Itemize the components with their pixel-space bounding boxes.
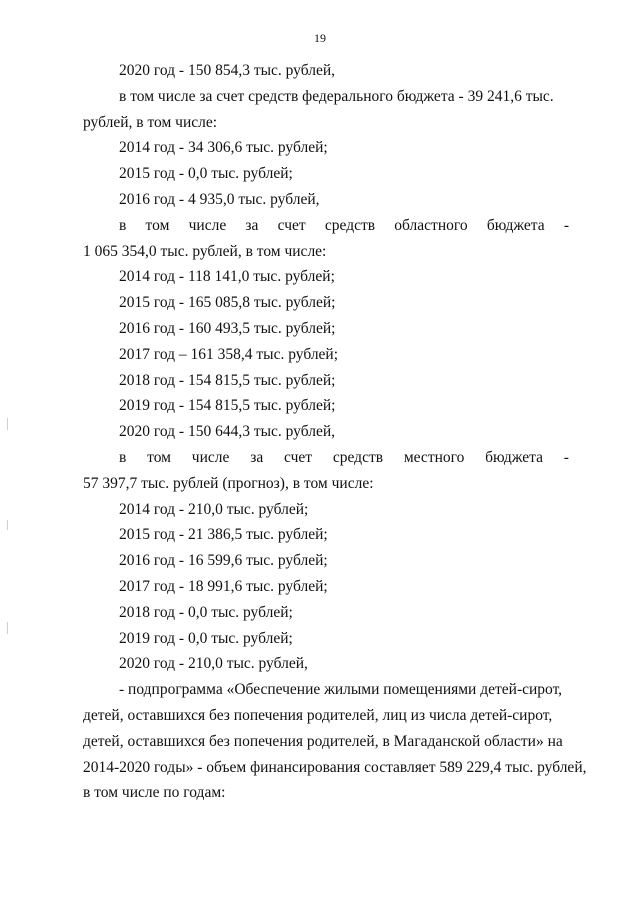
word: средств [332, 448, 384, 466]
text-line: 2016 год - 160 493,5 тыс. рублей; [119, 319, 336, 337]
text-line: 2019 год - 154 815,5 тыс. рублей; [119, 397, 336, 415]
regional-budget-line [83, 213, 569, 239]
text-line: 2014 год - 118 141,0 тыс. рублей; [119, 268, 335, 286]
text-line: 2015 год - 0,0 тыс. рублей; [119, 165, 293, 183]
text-line: 2018 год - 0,0 тыс. рублей; [119, 603, 293, 621]
text-line: 2020 год - 210,0 тыс. рублей, [119, 655, 308, 673]
text-line: 2018 год - 154 815,5 тыс. рублей; [119, 371, 336, 389]
text-line: 1 065 354,0 тыс. рублей, в том числе: [83, 242, 327, 260]
text-line: 2020 год - 150 644,3 тыс. рублей, [119, 423, 336, 441]
margin-mark [7, 520, 8, 530]
word: за [245, 216, 259, 234]
text-line: 2015 год - 165 085,8 тыс. рублей; [119, 294, 336, 312]
text-line: 2017 год – 161 358,4 тыс. рублей; [119, 345, 339, 363]
margin-mark [7, 418, 8, 430]
text-line: 2017 год - 18 991,6 тыс. рублей; [119, 577, 328, 595]
text-line: 2016 год - 4 935,0 тыс. рублей, [119, 190, 320, 208]
word: бюджета [485, 448, 543, 466]
text-line: 2019 год - 0,0 тыс. рублей; [119, 629, 293, 647]
word: средств [324, 216, 376, 234]
text-line: 2014 год - 210,0 тыс. рублей; [119, 500, 309, 518]
word: в [119, 216, 127, 234]
word: том [147, 448, 171, 466]
text-line: детей, оставшихся без попечения родителей, в Магаданской области» на [83, 732, 563, 750]
text-line: детей, оставшихся без попечения родителей, лиц из числа детей-сирот, [83, 706, 553, 724]
text-line: в том числе по годам: [83, 784, 226, 802]
word: числе [191, 448, 230, 466]
text-line: 57 397,7 тыс. рублей (прогноз), в том числе: [83, 474, 374, 492]
word: - [563, 216, 569, 234]
word: счет [284, 448, 313, 466]
subprogram-line: - подпрограмма «Обеспечение жилыми помещениями детей-сирот, [119, 681, 563, 699]
word: том [145, 216, 170, 234]
margin-mark [7, 622, 8, 634]
text-line: 2014-2020 годы» - объем финансирования составляет 589 229,4 тыс. рублей, [83, 758, 587, 776]
word: счет [277, 216, 306, 234]
word: бюджета [486, 216, 545, 234]
text-line: 2014 год - 34 306,6 тыс. рублей; [119, 139, 328, 157]
text-line: 2020 год - 150 854,3 тыс. рублей, [119, 62, 336, 79]
document-body [83, 58, 587, 806]
word: числе [188, 216, 227, 234]
local-budget-line [83, 445, 569, 471]
word: - [563, 448, 569, 466]
word: в [119, 448, 127, 466]
page-number: 19 [314, 31, 326, 45]
word: за [250, 448, 264, 466]
word: областного [394, 216, 468, 234]
text-line: 2015 год - 21 386,5 тыс. рублей; [119, 526, 328, 544]
text-line: в том числе за счет средств федерального бюджета - 39 241,6 тыс. [119, 87, 554, 105]
text-line: 2016 год - 16 599,6 тыс. рублей; [119, 552, 328, 570]
word: местного [403, 448, 465, 466]
text-line: рублей, в том числе: [83, 113, 218, 131]
